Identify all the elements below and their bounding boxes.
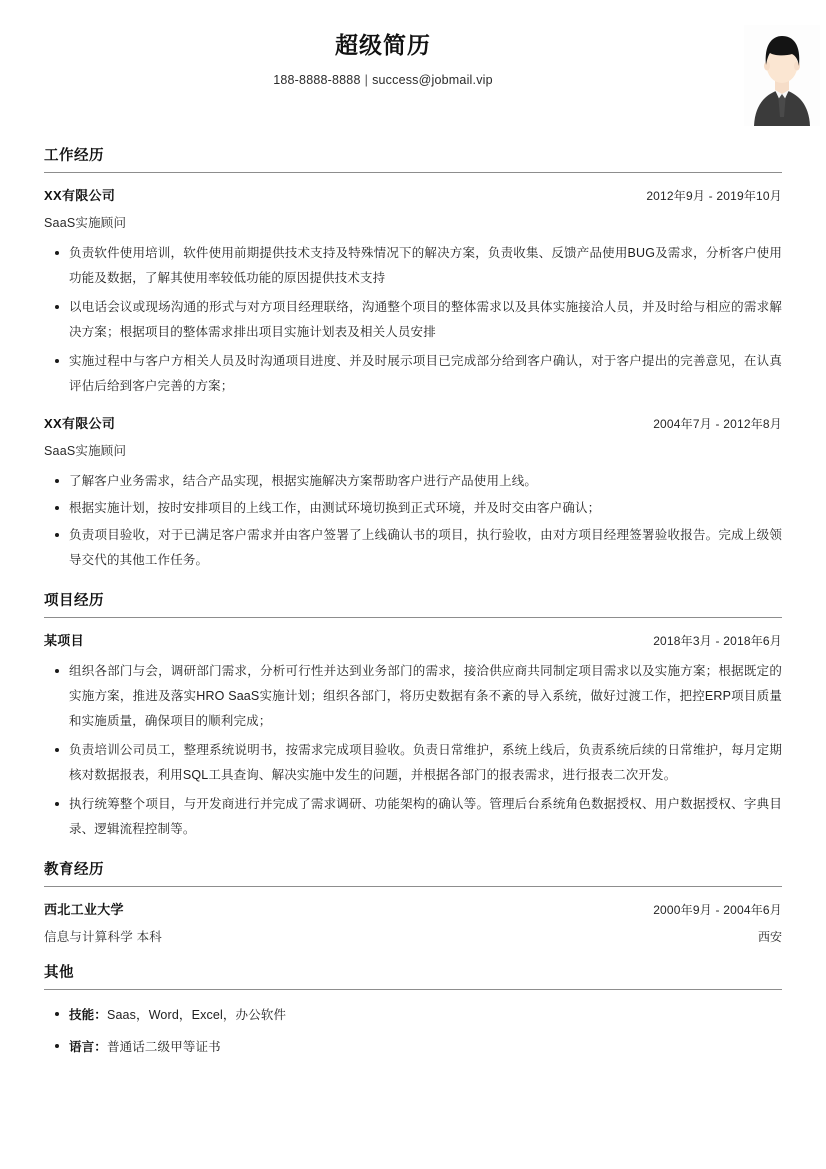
major-and-degree: 信息与计算科学 本科 [44, 930, 162, 944]
list-item: 以电话会议或现场沟通的形式与对方项目经理联络，沟通整个项目的整体需求以及具体实施接洽人员，并及时给与相应的需求解决方案；根据项目的整体需求排出项目实施计划表及相关人员安排 [44, 295, 782, 345]
work-responsibility-list [44, 241, 782, 399]
education-entry-header [44, 899, 782, 918]
header-identity [44, 28, 782, 87]
list-item: 执行统筹整个项目，与开发商进行并完成了需求调研、功能架构的确认等。管理后台系统角色数据授权、用户数据授权、字典目录、逻辑流程控制等。 [44, 792, 782, 842]
work-entry [44, 185, 782, 399]
email-address: success@jobmail.vip [372, 72, 493, 87]
list-item: 负责项目验收，对于已满足客户需求并由客户签署了上线确认书的项目，执行验收，由对方项目经理签署验收报告。完成上级领导交代的其他工作任务。 [44, 523, 782, 573]
list-item: 组织各部门与会，调研部门需求，分析可行性并达到业务部门的需求，接洽供应商共同制定项目需求以及实施方案；根据既定的实施方案，推进及落实HRO SaaS实施计划；组织各部门，将历史数据有条不紊的导入系统，做好过渡工作，把控ERP项目质量和实施质量，确保项目的顺利完成； [44, 659, 782, 734]
work-entry-header [44, 413, 782, 432]
section-title-education: 教育经历 [44, 862, 104, 878]
work-entry-subheader [44, 441, 782, 459]
school-name: 西北工业大学 [44, 902, 124, 917]
job-title: SaaS实施顾问 [44, 444, 127, 458]
work-entry [44, 413, 782, 573]
skills-label: 技能： [69, 1008, 107, 1022]
work-entry-subheader [44, 213, 782, 231]
education-entry [44, 899, 782, 945]
project-name: 某项目 [44, 633, 84, 648]
section-divider [44, 172, 782, 173]
phone-number: 188-8888-8888 [273, 72, 361, 87]
list-item: 负责培训公司员工，整理系统说明书，按需求完成项目验收。负责日常维护，系统上线后，负责系统后续的日常维护，每月定期核对数据报表，利用SQL工具查询、解决实施中发生的问题，并根据各部门的报表需求，进行报表二次开发。 [44, 738, 782, 788]
contact-line [44, 73, 722, 87]
skills-value: Saas，Word，Excel，办公软件 [106, 1008, 287, 1022]
list-item-skills [44, 1002, 782, 1030]
company-name: XX有限公司 [44, 416, 116, 431]
list-item: 了解客户业务需求，结合产品实现，根据实施解决方案帮助客户进行产品使用上线。 [44, 469, 782, 494]
section-divider [44, 617, 782, 618]
list-item: 负责软件使用培训，软件使用前期提供技术支持及特殊情况下的解决方案，负责收集、反馈产品使用BUG及需求，分析客户使用功能及数据，了解其使用率较低功能的原因提供技术支持 [44, 241, 782, 291]
section-title-other: 其他 [44, 965, 74, 981]
section-project-experience [44, 589, 782, 842]
section-divider [44, 886, 782, 887]
section-divider [44, 989, 782, 990]
list-item: 实施过程中与客户方相关人员及时沟通项目进度、并及时展示项目已完成部分给到客户确认，对于客户提出的完善意见，在认真评估后给到客户完善的方案； [44, 349, 782, 399]
education-entry-subheader [44, 927, 782, 945]
job-title: SaaS实施顾问 [44, 216, 127, 230]
project-date-range: 2018年3月 - 2018年6月 [653, 634, 782, 648]
list-item: 根据实施计划，按时安排项目的上线工作，由测试环境切换到正式环境，并及时交由客户确认； [44, 496, 782, 521]
work-entry-header [44, 185, 782, 204]
languages-value: 普通话二级甲等证书 [106, 1039, 221, 1054]
work-responsibility-list [44, 469, 782, 573]
languages-label: 语言： [69, 1039, 107, 1054]
education-location: 西安 [757, 930, 782, 944]
other-info-list [44, 1002, 782, 1061]
section-education [44, 858, 782, 945]
project-detail-list [44, 659, 782, 842]
list-item-languages [44, 1034, 782, 1062]
education-date-range: 2000年9月 - 2004年6月 [653, 903, 782, 917]
section-title-work: 工作经历 [44, 148, 104, 164]
section-other [44, 961, 782, 1061]
page-title: 超级简历 [335, 32, 431, 58]
project-entry-header [44, 630, 782, 649]
section-title-project: 项目经历 [44, 593, 104, 609]
company-name: XX有限公司 [44, 188, 116, 203]
resume-header [44, 0, 782, 120]
section-work-experience [44, 144, 782, 573]
project-entry [44, 630, 782, 842]
employment-date-range: 2012年9月 - 2019年10月 [646, 189, 782, 203]
employment-date-range: 2004年7月 - 2012年8月 [653, 417, 782, 431]
person-avatar-icon [744, 25, 820, 126]
avatar [744, 25, 820, 126]
contact-separator: | [364, 72, 369, 87]
